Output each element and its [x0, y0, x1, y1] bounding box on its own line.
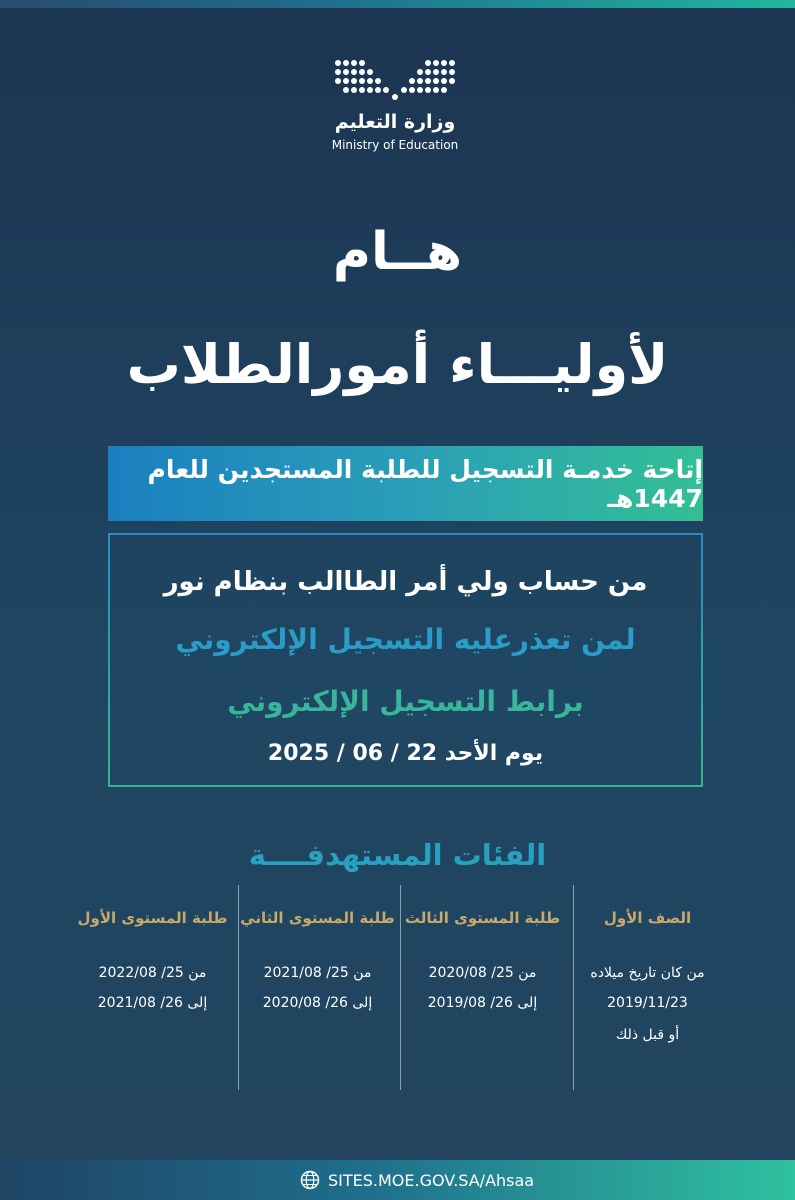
- heading-important: هــام: [332, 222, 463, 282]
- logo-name-english: Ministry of Education: [331, 138, 459, 152]
- category-title: الصف الأول: [603, 909, 692, 927]
- category-line: 2019/11/23: [607, 995, 688, 1011]
- logo-name-arabic: وزارة التعليم: [334, 111, 456, 133]
- category-line: من كان تاريخ ميلاده: [590, 965, 705, 981]
- footer-url-text[interactable]: SITES.MOE.GOV.SA/Ahsaa: [328, 1170, 535, 1190]
- category-line: إلى 26/ 2020/08: [262, 995, 373, 1011]
- column-divider: [238, 885, 239, 1090]
- footer-link[interactable]: [300, 1166, 534, 1194]
- category-level-two: [235, 885, 400, 1090]
- column-divider: [573, 885, 574, 1090]
- ministry-logo-icon: [320, 55, 470, 105]
- category-line: إلى 26/ 2021/08: [97, 995, 208, 1011]
- globe-icon: [300, 1170, 320, 1190]
- target-categories-title: الفئات المستهدفــــة: [248, 838, 547, 872]
- registration-banner: [108, 446, 703, 521]
- category-line: إلى 26/ 2019/08: [427, 995, 538, 1011]
- category-level-one: [70, 885, 235, 1090]
- ministry-logo: [320, 55, 470, 160]
- info-registration-link[interactable]: برابط التسجيل الإلكتروني: [227, 685, 584, 718]
- category-line: من 25/ 2021/08: [263, 965, 372, 981]
- category-title: طلبة المستوى الأول: [77, 909, 228, 927]
- info-date: يوم الأحد 22 / 06 / 2025: [267, 741, 544, 766]
- category-line: من 25/ 2020/08: [428, 965, 537, 981]
- category-line: من 25/ 2022/08: [98, 965, 207, 981]
- target-categories: [70, 885, 730, 1090]
- registration-banner-text: إتاحة خدمـة التسجيل للطلبة المستجدين للعام 1447هـ: [147, 454, 703, 513]
- info-box: [108, 533, 703, 787]
- info-noor-account: من حساب ولي أمر الطاالب بنظام نور: [163, 567, 648, 597]
- category-title: طلبة المستوى الثاني: [240, 909, 395, 927]
- category-line: أو قبل ذلك: [615, 1027, 680, 1043]
- heading-parents: لأوليـــاء أمورالطلاب: [126, 333, 669, 396]
- category-first-grade: [565, 885, 730, 1090]
- category-level-three: [400, 885, 565, 1090]
- column-divider: [400, 885, 401, 1090]
- info-unable-online: لمن تعذرعليه التسجيل الإلكتروني: [175, 623, 636, 656]
- top-gradient-bar: [0, 0, 795, 8]
- category-title: طلبة المستوى الثالث: [404, 909, 561, 927]
